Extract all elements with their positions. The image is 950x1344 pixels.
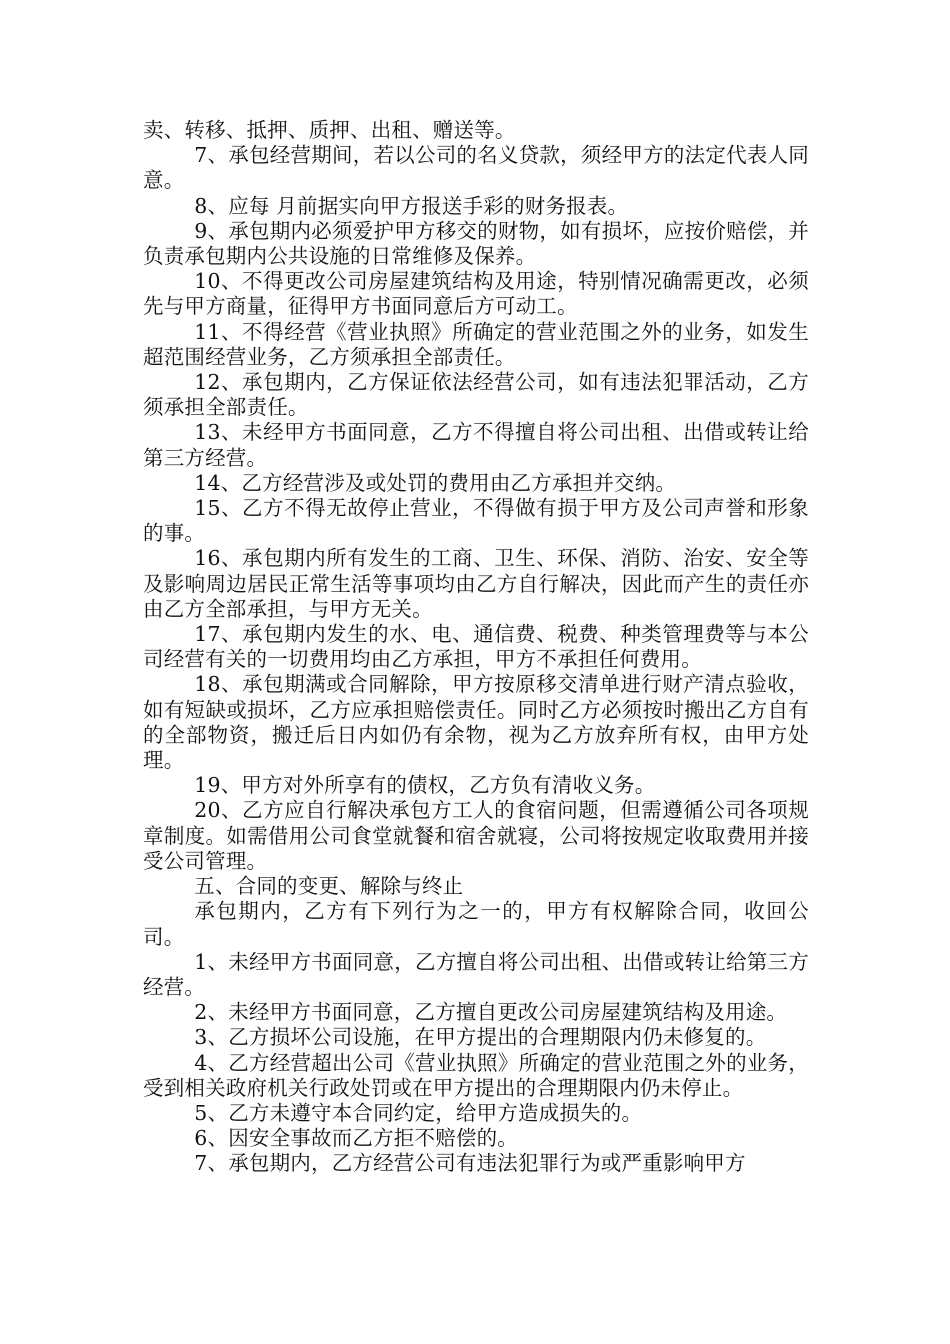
paragraph: 7、承包期内，乙方经营公司有违法犯罪行为或严重影响甲方 [194,1151,746,1176]
paragraph: 8、应每 月前据实向甲方报送手彩的财务报表。 [194,193,629,218]
paragraph: 18、承包期满或合同解除，甲方按原移交清单进行财产清点验收，如有短缺或损坏，乙方应承担赔偿责任。同时乙方必须按时搬出乙方自有的全部物资，搬迁后日内如仍有余物，视为乙方放弃所有权，由甲方处理。 [143,672,809,773]
paragraph: 15、乙方不得无故停止营业，不得做有损于甲方及公司声誉和形象的事。 [143,496,809,546]
paragraph: 2、未经甲方书面同意，乙方擅自更改公司房屋建筑结构及用途。 [194,1000,788,1025]
paragraph: 13、未经甲方书面同意，乙方不得擅自将公司出租、出借或转让给第三方经营。 [143,420,809,470]
paragraph: 卖、转移、抵押、质押、出租、赠送等。 [143,118,516,142]
paragraph: 9、承包期内必须爱护甲方移交的财物，如有损坏，应按价赔偿，并负责承包期内公共设施的日常维修及保养。 [143,218,809,269]
paragraph: 20、乙方应自行解决承包方工人的食宿问题，但需遵循公司各项规章制度。如需借用公司食堂就餐和宿舍就寝，公司将按规定收取费用并接受公司管理。 [143,798,809,873]
paragraph: 7、承包经营期间，若以公司的名义贷款，须经甲方的法定代表人同意。 [143,143,809,193]
paragraph: 4、乙方经营超出公司《营业执照》所确定的营业范围之外的业务，受到相关政府机关行政处罚或在甲方提出的合理期限内仍未停止。 [143,1050,809,1100]
paragraph: 19、甲方对外所享有的债权，乙方负有清收义务。 [194,773,656,798]
paragraph: 17、承包期内发生的水、电、通信费、税费、种类管理费等与本公司经营有关的一切费用均由乙方承担，甲方不承担任何费用。 [143,622,809,672]
paragraph: 12、承包期内，乙方保证依法经营公司，如有违法犯罪活动，乙方须承担全部责任。 [143,370,809,420]
paragraph: 5、乙方未遵守本合同约定，给甲方造成损失的。 [194,1100,643,1125]
paragraph: 3、乙方损坏公司设施，在甲方提出的合理期限内仍未修复的。 [194,1025,767,1050]
paragraph: 承包期内，乙方有下列行为之一的，甲方有权解除合同，收回公司。 [143,899,809,949]
paragraph: 1、未经甲方书面同意，乙方擅自将公司出租、出借或转让给第三方经营。 [143,949,809,999]
paragraph: 16、承包期内所有发生的工商、卫生、环保、消防、治安、安全等及影响周边居民正常生活等事项均由乙方自行解决，因此而产生的责任亦由乙方全部承担，与甲方无关。 [143,546,809,621]
paragraph: 五、合同的变更、解除与终止 [194,874,464,899]
document-page [143,118,809,1177]
paragraph: 11、不得经营《营业执照》所确定的营业范围之外的业务，如发生超范围经营业务，乙方须承担全部责任。 [143,319,809,369]
paragraph: 10、不得更改公司房屋建筑结构及用途，特别情况确需更改，必须先与甲方商量，征得甲方书面同意后方可动工。 [143,269,809,319]
paragraph: 14、乙方经营涉及或处罚的费用由乙方承担并交纳。 [194,470,677,495]
paragraph: 6、因安全事故而乙方拒不赔偿的。 [194,1126,518,1151]
